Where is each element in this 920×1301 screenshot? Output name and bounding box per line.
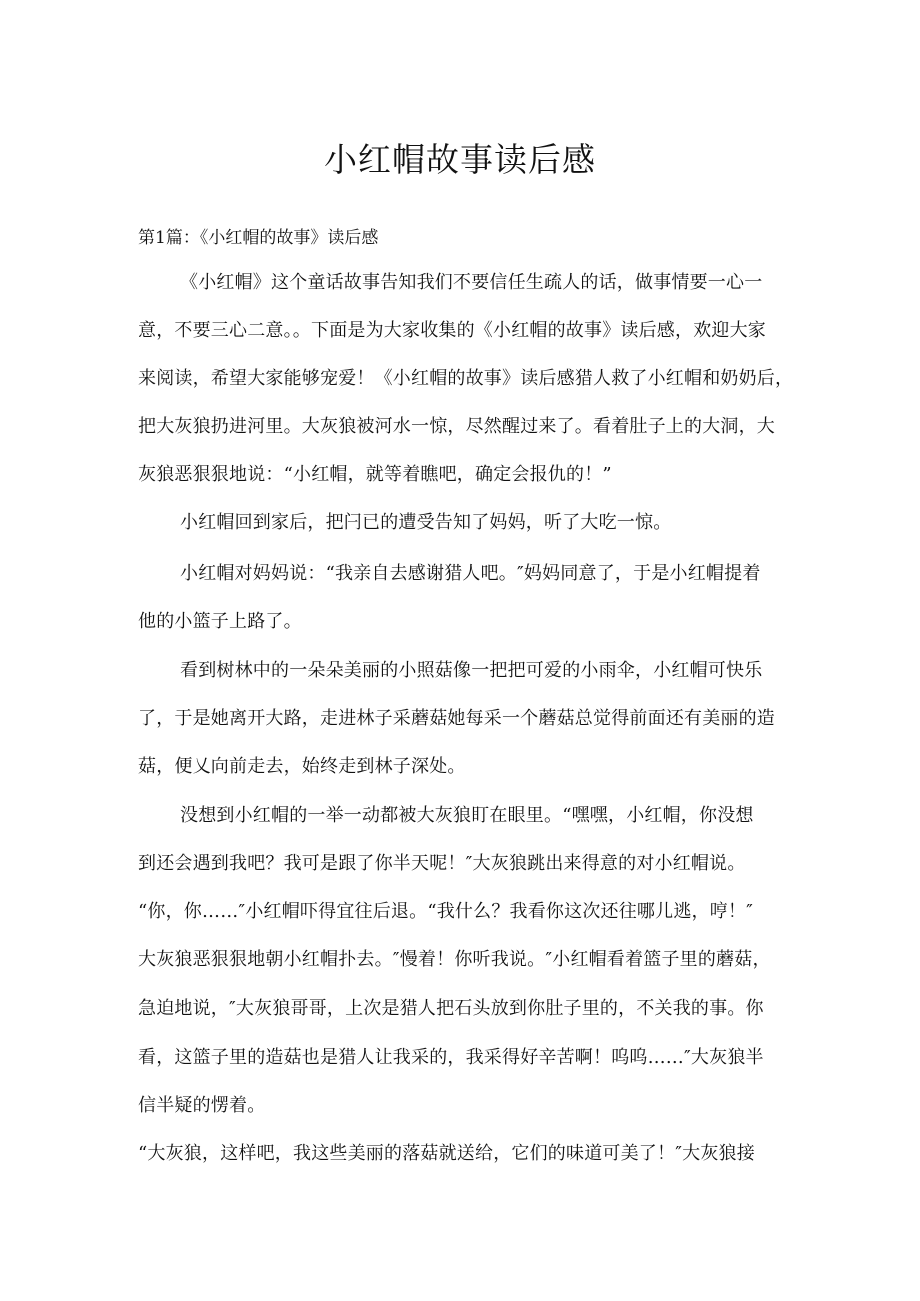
text-line-16: 急迫地说，″大灰狼哥哥，上次是猎人把石头放到你肚子里的，不关我的事。你 xyxy=(138,998,764,1019)
text-line-4: 把大灰狼扔进河里。大灰狼被河水一惊，尽然醒过来了。看着肚子上的大洞，大 xyxy=(138,416,775,437)
text-line-7: 小红帽对妈妈说：“我亲自去感谢猎人吧。″妈妈同意了，于是小红帽提着 xyxy=(180,563,761,584)
text-line-13: 到还会遇到我吧？我可是跟了你半天呢！″大灰狼跳出来得意的对小红帽说。 xyxy=(138,853,746,874)
text-line-14: “你，你……″小红帽吓得宜往后退。“我什么？我看你这次还往哪儿逃，哼！″ xyxy=(138,901,754,922)
text-line-11: 菇，便乂向前走去，始终走到林子深处。 xyxy=(138,756,466,777)
text-line-2: 意，不要三心二意。。下面是为大家收集的《小红帽的故事》读后感，欢迎大家 xyxy=(138,320,766,341)
text-line-6: 小红帽回到家后，把闩已的遭受告知了妈妈，听了大吃一惊。 xyxy=(180,512,672,533)
article-subtitle: 第1篇：《小红帽的故事》读后感 xyxy=(138,228,379,248)
document-title: 小红帽故事读后感 xyxy=(324,140,596,179)
text-line-18: 信半疑的愣着。 xyxy=(138,1095,266,1116)
text-line-15: 大灰狼恶狠狠地朝小红帽扑去。″慢着！你听我说。″小红帽看着篮子里的蘑菇， xyxy=(138,949,771,970)
text-line-10: 了，于是她离开大路，走进林子采蘑菇她每采一个蘑菇总觉得前面还有美丽的造 xyxy=(138,708,775,729)
text-line-1: 《小红帽》这个童话故事告知我们不要信任生疏人的话，做事情要一心一 xyxy=(180,272,763,293)
text-line-5: 灰狼恶狠狠地说：“小红帽，就等着瞧吧，确定会报仇的！” xyxy=(138,464,612,485)
text-line-3: 来阅读，希望大家能够宠爱！《小红帽的故事》读后感猎人救了小红帽和奶奶后， xyxy=(138,368,794,389)
text-line-9: 看到树林中的一朵朵美丽的小照菇像一把把可爱的小雨伞，小红帽可快乐 xyxy=(180,660,763,681)
text-line-8: 他的小篮子上路了。 xyxy=(138,611,302,632)
text-line-17: 看，这篮子里的造菇也是猎人让我采的，我采得好辛苦啊！呜呜……″大灰狼半 xyxy=(138,1047,764,1068)
text-line-19: “大灰狼，这样吧，我这些美丽的落菇就送给，它们的味道可美了！″大灰狼接 xyxy=(138,1143,755,1164)
text-line-12: 没想到小红帽的一举一动都被大灰狼盯在眼里。“嘿嘿，小红帽，你没想 xyxy=(180,805,754,826)
